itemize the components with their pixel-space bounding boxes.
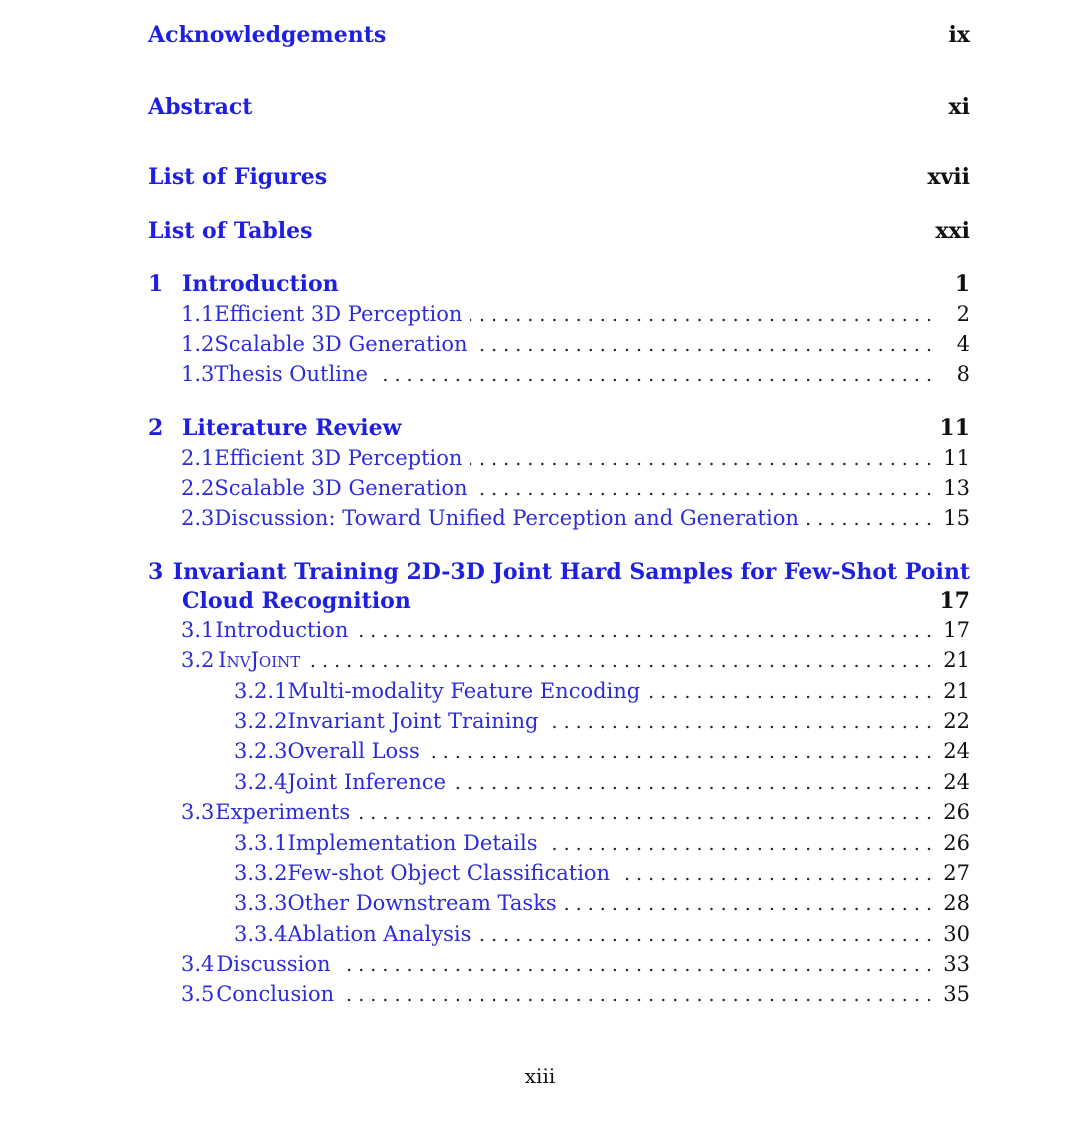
- subsection-number: 3.2.2: [234, 709, 288, 733]
- toc-subsection[interactable]: [148, 831, 970, 861]
- toc-title[interactable]: List of Figures: [148, 164, 328, 190]
- chapter-title[interactable]: Introduction: [182, 271, 339, 297]
- dot-leader: [454, 772, 932, 794]
- toc-page: 22: [943, 709, 970, 733]
- toc-section[interactable]: [148, 332, 970, 362]
- toc-page: 2: [956, 302, 970, 326]
- dot-leader: [358, 802, 932, 824]
- toc-page: 1: [954, 271, 970, 297]
- section-title[interactable]: Experiments: [215, 800, 351, 824]
- subsection-title[interactable]: Joint Inference: [287, 770, 447, 794]
- dot-leader: [648, 681, 932, 703]
- subsection-number: 3.2.1: [234, 679, 288, 703]
- toc-entry-list-of-figures[interactable]: [148, 164, 970, 194]
- toc-page: 11: [943, 446, 970, 470]
- dot-leader: [618, 863, 932, 885]
- toc-section[interactable]: [148, 800, 970, 830]
- dot-leader: [565, 893, 932, 915]
- section-title[interactable]: Efficient 3D Perception: [214, 446, 463, 470]
- dot-leader: [479, 924, 932, 946]
- toc-page: 33: [943, 952, 970, 976]
- section-title[interactable]: Efficient 3D Perception: [214, 302, 463, 326]
- subsection-title[interactable]: Few-shot Object Classification: [287, 861, 611, 885]
- dot-leader: [356, 620, 932, 642]
- subsection-title[interactable]: Overall Loss: [287, 739, 420, 763]
- page-number-footer: xiii: [524, 1064, 556, 1088]
- toc-page: 26: [943, 800, 970, 824]
- toc-section[interactable]: [148, 446, 970, 476]
- dot-leader: [807, 508, 932, 530]
- section-title[interactable]: Conclusion: [216, 982, 335, 1006]
- toc-page: 26: [943, 831, 970, 855]
- toc-section[interactable]: [148, 648, 970, 678]
- toc-title[interactable]: Acknowledgements: [148, 22, 387, 48]
- dot-leader: [475, 478, 932, 500]
- dot-leader: [546, 833, 933, 855]
- toc-section[interactable]: [148, 618, 970, 648]
- toc-entry-list-of-tables[interactable]: [148, 218, 970, 248]
- section-number: 3.2: [181, 648, 215, 672]
- toc-page: xvii: [927, 164, 970, 190]
- toc-page: 15: [943, 506, 970, 530]
- section-number: 1.3: [181, 362, 215, 386]
- dot-leader: [342, 984, 932, 1006]
- section-number: 1.1: [181, 302, 215, 326]
- dot-leader: [546, 711, 932, 733]
- subsection-title[interactable]: Implementation Details: [287, 831, 538, 855]
- dot-leader: [470, 304, 932, 326]
- dot-leader: [376, 364, 932, 386]
- section-title[interactable]: Scalable 3D Generation: [214, 332, 468, 356]
- toc-page: 21: [943, 648, 970, 672]
- section-number: 3.4: [181, 952, 215, 976]
- toc-section[interactable]: [148, 476, 970, 506]
- chapter-title-line2[interactable]: Cloud Recognition: [182, 588, 411, 614]
- toc-chapter-1[interactable]: [148, 271, 970, 301]
- section-number: 2.3: [181, 506, 215, 530]
- subsection-number: 3.3.3: [234, 891, 288, 915]
- toc-page: 30: [943, 922, 970, 946]
- section-number: 3.3: [181, 800, 215, 824]
- toc-page: 35: [943, 982, 970, 1006]
- toc-subsection[interactable]: [148, 891, 970, 921]
- subsection-number: 3.3.2: [234, 861, 288, 885]
- toc-entry-acknowledgements[interactable]: [148, 22, 970, 52]
- toc-subsection[interactable]: [148, 709, 970, 739]
- section-number: 3.5: [181, 982, 215, 1006]
- subsection-title[interactable]: Invariant Joint Training: [287, 709, 539, 733]
- toc-page: 28: [943, 891, 970, 915]
- toc-subsection[interactable]: [148, 861, 970, 891]
- section-number: 1.2: [181, 332, 215, 356]
- toc-page: xxi: [935, 218, 970, 244]
- section-title[interactable]: Scalable 3D Generation: [214, 476, 468, 500]
- toc-subsection[interactable]: [148, 770, 970, 800]
- toc-section[interactable]: [148, 302, 970, 332]
- subsection-number: 3.2.4: [234, 770, 288, 794]
- section-title[interactable]: Introduction: [215, 618, 349, 642]
- section-title[interactable]: InvJoint: [218, 648, 301, 672]
- toc-entry-abstract[interactable]: [148, 94, 970, 124]
- toc-subsection[interactable]: [148, 679, 970, 709]
- toc-chapter-3-cont[interactable]: [148, 588, 970, 618]
- chapter-number: 2: [148, 415, 164, 441]
- toc-chapter-2[interactable]: [148, 415, 970, 445]
- dot-leader: [428, 741, 932, 763]
- chapter-number: 3: [148, 559, 164, 585]
- toc-chapter-3[interactable]: [148, 559, 970, 589]
- dot-leader: [308, 650, 932, 672]
- toc-subsection[interactable]: [148, 922, 970, 952]
- toc-page: 4: [956, 332, 970, 356]
- toc-page: 24: [943, 739, 970, 763]
- dot-leader: [339, 954, 933, 976]
- section-number: 2.1: [181, 446, 215, 470]
- subsection-number: 3.2.3: [234, 739, 288, 763]
- toc-page: ix: [948, 22, 970, 48]
- toc-page: 17: [939, 588, 970, 614]
- chapter-number: 1: [148, 271, 164, 297]
- section-title[interactable]: Discussion: Toward Unified Perception and Generation: [214, 506, 799, 530]
- dot-leader: [475, 334, 932, 356]
- section-title[interactable]: Discussion: [216, 952, 331, 976]
- toc-subsection[interactable]: [148, 739, 970, 769]
- toc-title[interactable]: Abstract: [148, 94, 253, 120]
- subsection-number: 3.3.4: [234, 922, 288, 946]
- subsection-title[interactable]: Other Downstream Tasks: [287, 891, 557, 915]
- subsection-number: 3.3.1: [234, 831, 288, 855]
- section-title[interactable]: Thesis Outline: [214, 362, 368, 386]
- section-number: 2.2: [181, 476, 215, 500]
- toc-page: 27: [943, 861, 970, 885]
- dot-leader: [470, 448, 932, 470]
- subsection-title[interactable]: Ablation Analysis: [287, 922, 472, 946]
- toc-section[interactable]: [148, 506, 970, 536]
- toc-section[interactable]: [148, 952, 970, 982]
- toc-page: 21: [943, 679, 970, 703]
- toc-section[interactable]: [148, 362, 970, 392]
- toc-section[interactable]: [148, 982, 970, 1012]
- chapter-title[interactable]: Literature Review: [182, 415, 402, 441]
- section-number: 3.1: [181, 618, 215, 642]
- toc-title[interactable]: List of Tables: [148, 218, 313, 244]
- toc-page: 24: [943, 770, 970, 794]
- toc-page: 11: [939, 415, 970, 441]
- toc-page: 13: [943, 476, 970, 500]
- toc-page: xi: [948, 94, 970, 120]
- subsection-title[interactable]: Multi-modality Feature Encoding: [287, 679, 641, 703]
- toc-page: 17: [943, 618, 970, 642]
- toc-page: 8: [956, 362, 970, 386]
- chapter-title-line1[interactable]: Invariant Training 2D-3D Joint Hard Samples for Few-Shot Point: [172, 559, 970, 585]
